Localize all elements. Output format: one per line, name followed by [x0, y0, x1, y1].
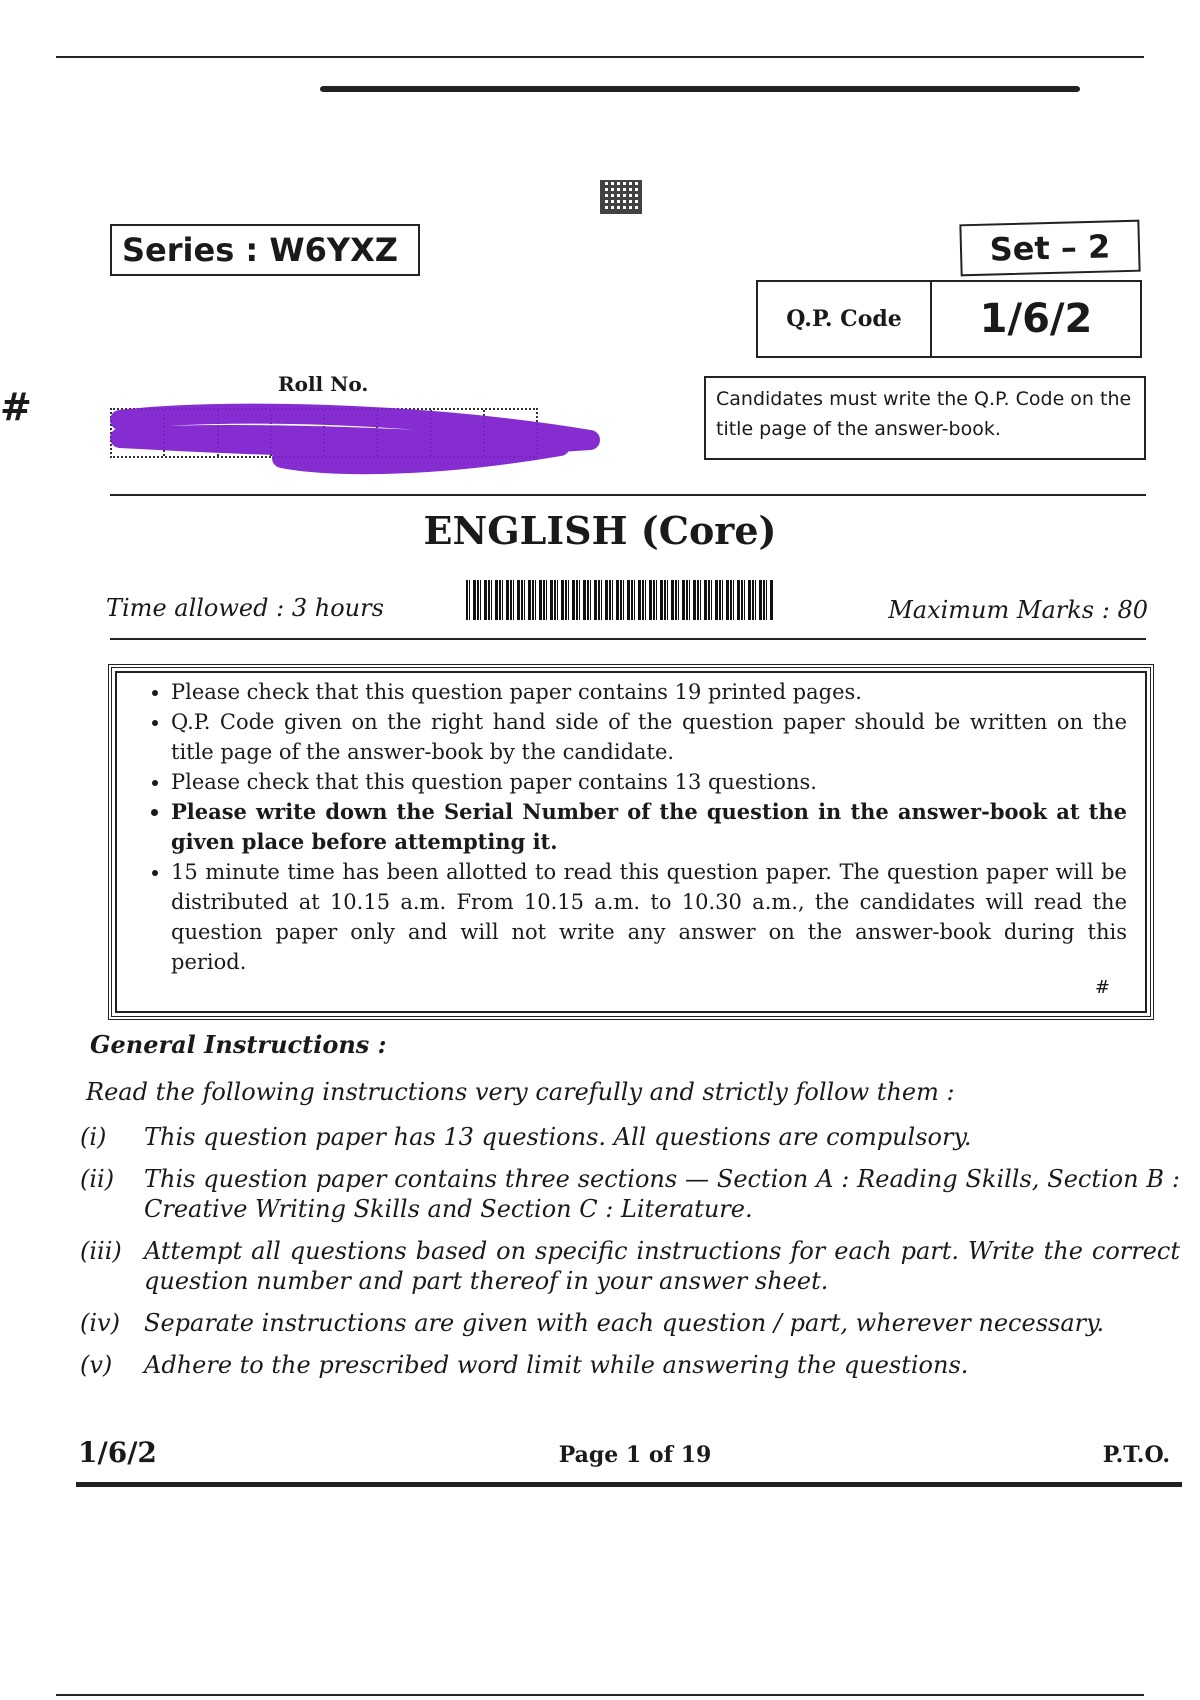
roll-no-boxes [110, 408, 538, 458]
instruction-item [80, 1308, 1180, 1338]
instruction-text: Adhere to the prescribed word limit while answering the questions. [144, 1351, 969, 1379]
instruction-item [80, 1350, 1180, 1380]
instruction-text: This question paper contains three sections — Section A : Reading Skills, Section B : Creative Writing Skills and Section C : Literature. [144, 1165, 1180, 1223]
footer-rule [76, 1482, 1182, 1487]
general-instructions-lead: Read the following instructions very carefully and strictly follow them : [86, 1078, 955, 1106]
footer-pto: P.T.O. [1102, 1442, 1170, 1468]
footer-qp-code: 1/6/2 [78, 1436, 157, 1469]
instruction-number: (i) [80, 1123, 107, 1151]
margin-mark: # [0, 384, 32, 429]
info-list [139, 677, 1127, 977]
info-box [108, 664, 1154, 1020]
maximum-marks: Maximum Marks : 80 [888, 596, 1148, 624]
hash-mark: # [1094, 977, 1110, 998]
roll-no-label: Roll No. [278, 372, 369, 396]
instruction-text: This question paper has 13 questions. All questions are compulsory. [144, 1123, 972, 1151]
qp-code-label: Q.P. Code [758, 282, 932, 356]
instruction-number: (iv) [80, 1309, 120, 1337]
info-box-inner [115, 671, 1147, 1013]
instruction-number: (ii) [80, 1165, 115, 1193]
subject-divider [110, 638, 1146, 640]
footer-page-number: Page 1 of 19 [558, 1442, 712, 1468]
qp-code-value: 1/6/2 [979, 296, 1093, 342]
qp-code-table [756, 280, 1142, 358]
top-rule [56, 56, 1144, 58]
info-item: • Please check that this question paper contains 19 printed pages. [171, 677, 1127, 707]
info-item-emphasis: • Please write down the Serial Number of the question in the answer-book at the given place before attempting it. [171, 797, 1127, 857]
qr-code-icon [600, 180, 642, 214]
time-allowed: Time allowed : 3 hours [106, 594, 384, 622]
barcode-icon [466, 580, 774, 620]
general-instructions-title: General Instructions : [90, 1030, 387, 1059]
set-label: Set – 2 [959, 220, 1140, 277]
instruction-item [80, 1236, 1180, 1296]
info-item: • Q.P. Code given on the right hand side of the question paper should be written on the title page of the answer-book by the candidate. [171, 707, 1127, 767]
instruction-item [80, 1164, 1180, 1224]
qp-code-notice: Candidates must write the Q.P. Code on the title page of the answer-book. [704, 376, 1146, 460]
bottom-rule [56, 1694, 1144, 1696]
info-item: • Please check that this question paper contains 13 questions. [171, 767, 1127, 797]
series-label: Series : W6YXZ [110, 224, 420, 276]
scan-edge-line [320, 86, 1080, 92]
instruction-number: (v) [80, 1351, 113, 1379]
header-divider [110, 494, 1146, 496]
info-item: • 15 minute time has been allotted to read this question paper. The question paper will be distributed at 10.15 a.m. From 10.15 a.m. to 10.30 a.m., the candidates will read the question paper only and will not write any answer on the answer-book during this period. [171, 857, 1127, 977]
instruction-text: Attempt all questions based on specific instructions for each part. Write the correct question number and part thereof in your answer sheet. [144, 1237, 1180, 1295]
subject-title: ENGLISH (Core) [423, 508, 777, 553]
instruction-text: Separate instructions are given with each question / part, wherever necessary. [144, 1309, 1105, 1337]
instruction-item [80, 1122, 1180, 1152]
instruction-number: (iii) [80, 1237, 122, 1265]
